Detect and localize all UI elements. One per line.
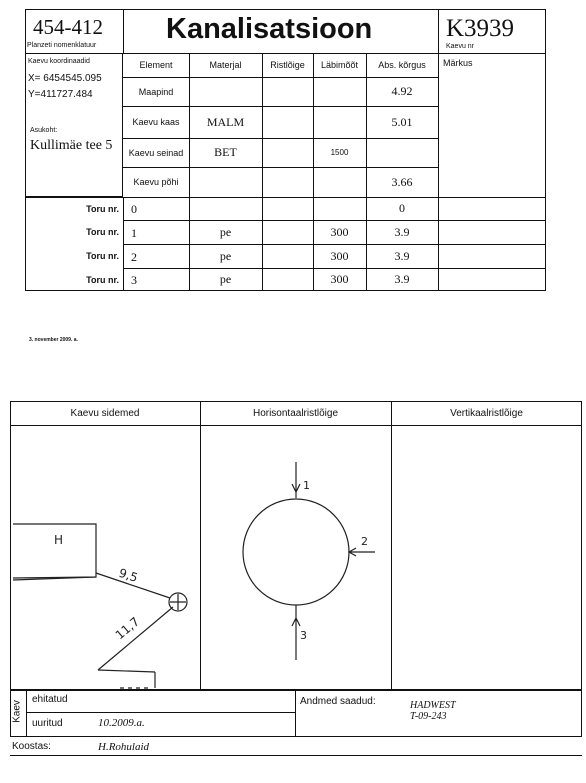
row-diameter: 1500 [330, 148, 349, 157]
pipe-nr: 1 [131, 226, 137, 240]
address-label: Asukoht: [30, 127, 58, 134]
pipe-1-arrow [292, 462, 300, 498]
row-element: Kaevu kaas [132, 117, 180, 127]
col-header-section: Ristlõige [270, 60, 305, 70]
pipe-elevation: 3.9 [394, 224, 410, 239]
row-elevation: 4.92 [391, 84, 413, 98]
footer-divider [295, 690, 296, 737]
well-id: K3939 [446, 15, 515, 42]
pipe-label: Toru nr. [86, 203, 119, 214]
pipe-mark-2: 2 [361, 535, 368, 548]
sketch-col-connections: Kaevu sidemed [70, 407, 140, 419]
footer-divider [26, 690, 27, 737]
pipe-mark-3: 3 [300, 629, 307, 642]
pipe-elevation: 0 [399, 201, 405, 215]
pipe-2-arrow [349, 548, 375, 556]
pipe-label: Toru nr. [86, 251, 119, 261]
distance-2: 11,7 [112, 614, 143, 643]
col-header-elevation: Abs. kõrgus [378, 60, 426, 70]
coord-y: Y=411727.484 [28, 89, 93, 100]
pipe-material: pe [219, 224, 232, 239]
pipe-diameter: 300 [330, 272, 349, 286]
data-received-label: Andmed saadud: [300, 696, 376, 707]
col-header-material: Materjal [209, 60, 242, 70]
house-label: H [54, 533, 64, 547]
author-label: Koostas: [12, 741, 51, 752]
measure-line-2 [98, 607, 173, 670]
col-header-notes: Märkus [443, 58, 473, 68]
pipe-nr: 2 [131, 250, 137, 264]
pipe-label: Toru nr. [86, 227, 119, 237]
data-source: HADWEST [410, 700, 456, 711]
row-element: Kaevu seinad [128, 147, 184, 158]
kaev-label: Kaev [11, 700, 23, 723]
connections-sketch [13, 524, 187, 688]
row-element: Kaevu põhi [133, 177, 179, 187]
sketch-col-horizontal: Horisontaalristlõige [252, 407, 339, 419]
measure-line-3 [98, 670, 155, 672]
address: Kullimäe tee 5 [30, 138, 113, 153]
row-elevation: 3.66 [391, 174, 413, 189]
distance-1: 9,5 [117, 565, 140, 585]
coord-x: X= 6454545.095 [28, 73, 102, 84]
author: H.Rohulaid [98, 741, 150, 753]
date-note: 3. november 2009. a. [29, 337, 78, 343]
surveyed-label: uuritud [32, 718, 63, 729]
pipe-material: pe [219, 248, 232, 263]
pipe-nr: 0 [131, 202, 137, 216]
row-material: BET [214, 145, 237, 159]
row-element: Maapind [138, 86, 174, 97]
pipe-elevation: 3.9 [394, 272, 410, 286]
row-elevation: 5.01 [391, 114, 413, 129]
pipe-label: Toru nr. [86, 274, 119, 285]
row-material: MALM [206, 114, 245, 129]
well-label: Kaevu nr [446, 43, 475, 50]
pipe-diameter: 300 [330, 248, 349, 263]
data-ref: T-09-243 [410, 711, 447, 722]
col-header-diameter: Läbimõõt [320, 60, 359, 70]
well-circle [243, 499, 349, 605]
page-title: Kanalisatsioon [166, 13, 373, 45]
built-label: ehitatud [32, 694, 68, 705]
pipe-3-arrow [292, 605, 300, 660]
sketch-col-vertical: Vertikaalristlõige [450, 407, 523, 419]
pipe-material: pe [219, 272, 232, 286]
plan-label: Planzeti nomenklatuur [27, 42, 97, 49]
surveyed-value: 10.2009.a. [98, 717, 145, 729]
author-underline [10, 755, 582, 756]
footer-divider [26, 712, 295, 713]
pipe-elevation: 3.9 [394, 248, 410, 263]
pipe-nr: 3 [131, 273, 137, 287]
plan-number: 454-412 [33, 15, 103, 39]
col-header-element: Element [139, 60, 173, 70]
pipe-mark-1: 1 [303, 479, 310, 492]
coords-label: Kaevu koordinaadid [28, 58, 90, 65]
pipe-diameter: 300 [330, 224, 349, 239]
footer-frame [10, 690, 582, 737]
